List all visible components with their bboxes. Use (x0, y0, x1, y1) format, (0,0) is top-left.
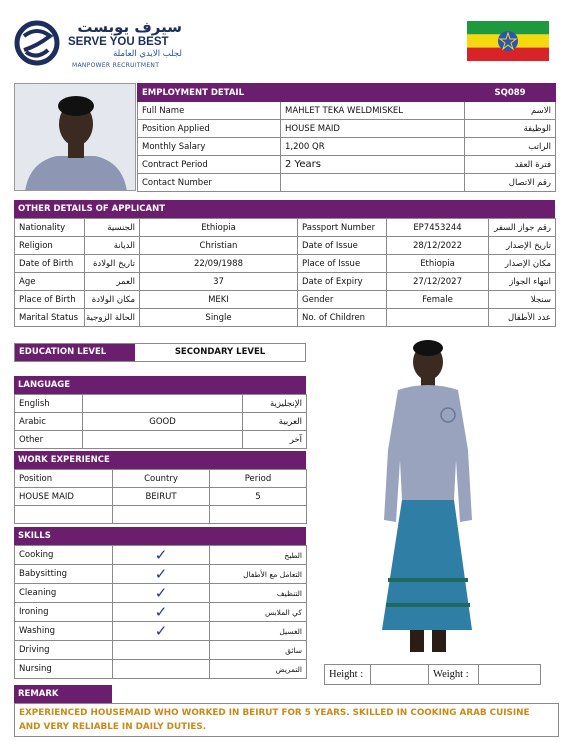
checkmark-icon: ✓ (154, 622, 168, 640)
detail-label-ar: انتهاء الجواز (489, 273, 556, 291)
skills-table (14, 545, 307, 679)
detail-label-ar: تاريخ الولادة (85, 255, 140, 273)
work-column-header: Position (15, 470, 113, 488)
employment-label-ar: الاسم (465, 102, 556, 120)
language-level (83, 431, 243, 449)
skill-check (113, 546, 210, 565)
employment-label: Position Applied (138, 120, 281, 138)
detail-value: Female (387, 291, 489, 309)
company-logo (14, 18, 184, 72)
skill-check (113, 565, 210, 584)
skill-label-ar: كي الملابس (210, 603, 307, 622)
detail-label-ar: رقم جواز السفر (489, 219, 556, 237)
weight-label: Weight : (429, 665, 479, 685)
work-cell: HOUSE MAID (15, 488, 113, 506)
checkmark-icon: ✓ (154, 584, 168, 602)
weight-value (479, 665, 541, 685)
skill-label: Driving (15, 641, 113, 660)
logo-arabic-sub: لجلب الايدي العاملة (113, 49, 182, 59)
language-row (15, 431, 307, 449)
height-weight-table (324, 664, 541, 685)
work-cell (113, 506, 210, 524)
work-cell: BEIRUT (113, 488, 210, 506)
detail-value: Single (140, 309, 298, 327)
work-experience-header: WORK EXPERIENCE (14, 451, 306, 469)
employment-row (138, 120, 556, 138)
skill-check (113, 660, 210, 679)
detail-value: Ethiopia (140, 219, 298, 237)
applicant-portrait-photo (14, 83, 136, 191)
skill-label: Cleaning (15, 584, 113, 603)
skill-row (15, 565, 307, 584)
skill-check (113, 584, 210, 603)
work-cell (210, 506, 307, 524)
skill-label-ar: الطبخ (210, 546, 307, 565)
skill-label: Nursing (15, 660, 113, 679)
skill-label-ar: التمريض (210, 660, 307, 679)
education-level-value: SECONDARY LEVEL (174, 347, 266, 357)
employment-row (138, 174, 556, 192)
remark-text: EXPERIENCED HOUSEMAID WHO WORKED IN BEIRUT FOR 5 YEARS. SKILLED IN COOKING ARAB CUISINE AND VERY RELIABLE IN DAILY DUTIES. (19, 708, 530, 732)
detail-value (387, 309, 489, 327)
work-cell: 5 (210, 488, 307, 506)
employment-value: MAHLET TEKA WELDMISKEL (281, 102, 465, 120)
detail-label-ar: مكان الولادة (85, 291, 140, 309)
detail-value: MEKI (140, 291, 298, 309)
detail-label: Passport Number (298, 219, 387, 237)
employment-label-ar: الراتب (465, 138, 556, 156)
other-details-row (15, 237, 556, 255)
detail-label-ar: عدد الأطفال (489, 309, 556, 327)
detail-value: 22/09/1988 (140, 255, 298, 273)
logo-subtitle: MANPOWER RECRUITMENT (72, 62, 160, 69)
detail-value: EP7453244 (387, 219, 489, 237)
detail-label: Date of Birth (15, 255, 85, 273)
detail-label: Place of Issue (298, 255, 387, 273)
skill-label: Cooking (15, 546, 113, 565)
employment-label-ar: الوظيفة (465, 120, 556, 138)
height-label: Height : (325, 665, 371, 685)
detail-label: Date of Issue (298, 237, 387, 255)
other-details-row (15, 255, 556, 273)
other-details-row (15, 291, 556, 309)
language-row (15, 413, 307, 431)
detail-label: Age (15, 273, 85, 291)
employment-label-ar: فترة العقد (465, 156, 556, 174)
language-level (83, 395, 243, 413)
height-value (371, 665, 429, 685)
employment-value: 1,200 QR (281, 138, 465, 156)
work-cell (15, 506, 113, 524)
detail-value: 27/12/2027 (387, 273, 489, 291)
language-label-ar: العربية (243, 413, 307, 431)
detail-label-ar: الحالة الزوجية (85, 309, 140, 327)
other-details-row (15, 309, 556, 327)
skill-label-ar: سائق (210, 641, 307, 660)
employment-label: Contact Number (138, 174, 281, 192)
detail-label-ar: مكان الإصدار (489, 255, 556, 273)
skill-label-ar: التنظيف (210, 584, 307, 603)
logo-english: SERVE YOU BEST (68, 36, 169, 48)
work-experience-table (14, 469, 307, 524)
detail-label-ar: الجنسية (85, 219, 140, 237)
detail-value: 28/12/2022 (387, 237, 489, 255)
employment-row (138, 102, 556, 120)
other-details-row (15, 219, 556, 237)
education-level-label: EDUCATION LEVEL (15, 344, 135, 361)
checkmark-icon: ✓ (154, 546, 168, 564)
skill-label: Washing (15, 622, 113, 641)
remark-header: REMARK (14, 685, 112, 703)
work-column-header: Country (113, 470, 210, 488)
language-label: English (15, 395, 83, 413)
checkmark-icon: ✓ (154, 603, 168, 621)
skill-row (15, 641, 307, 660)
skill-check (113, 641, 210, 660)
reference-code: SQ089 (465, 84, 556, 102)
skill-label-ar: الغسيل (210, 622, 307, 641)
employment-value: HOUSE MAID (281, 120, 465, 138)
detail-label: Marital Status (15, 309, 85, 327)
detail-value: 37 (140, 273, 298, 291)
employment-label: Monthly Salary (138, 138, 281, 156)
skills-header: SKILLS (14, 527, 306, 545)
detail-label-ar: سنجلا (489, 291, 556, 309)
ethiopia-flag-icon (467, 21, 549, 61)
employment-detail-title: EMPLOYMENT DETAIL (138, 84, 465, 102)
skill-check (113, 603, 210, 622)
employment-label: Full Name (138, 102, 281, 120)
employment-label-ar: رقم الاتصال (465, 174, 556, 192)
work-experience-header-row (15, 470, 307, 488)
employment-value: 2 Years (281, 156, 465, 174)
skill-row (15, 584, 307, 603)
language-header: LANGUAGE (14, 376, 306, 394)
skill-label-ar: التعامل مع الأطفال (210, 565, 307, 584)
language-label-ar: الإنجليزية (243, 395, 307, 413)
other-details-row (15, 273, 556, 291)
checkmark-icon: ✓ (154, 565, 168, 583)
employment-detail-table (137, 83, 556, 192)
skill-label: Ironing (15, 603, 113, 622)
language-table (14, 394, 307, 449)
detail-label: Religion (15, 237, 85, 255)
detail-value: Ethiopia (387, 255, 489, 273)
skill-row (15, 622, 307, 641)
skill-row (15, 546, 307, 565)
remark-box (14, 703, 559, 737)
employment-row (138, 138, 556, 156)
other-details-table (14, 218, 556, 327)
detail-label: No. of Children (298, 309, 387, 327)
logo-arabic: سيرف يوبست (77, 18, 182, 36)
skill-label: Babysitting (15, 565, 113, 584)
detail-label-ar: العمر (85, 273, 140, 291)
education-level-row (14, 343, 306, 362)
detail-label-ar: تاريخ الإصدار (489, 237, 556, 255)
language-label: Other (15, 431, 83, 449)
detail-label: Date of Expiry (298, 273, 387, 291)
detail-label: Nationality (15, 219, 85, 237)
skill-row (15, 660, 307, 679)
other-details-header: OTHER DETAILS OF APPLICANT (14, 200, 555, 218)
employment-value (281, 174, 465, 192)
detail-label-ar: الديانة (85, 237, 140, 255)
employment-row (138, 156, 556, 174)
applicant-full-body-photo (368, 340, 486, 660)
language-label-ar: آخر (243, 431, 307, 449)
logo-mark-icon (14, 20, 60, 66)
skill-check (113, 622, 210, 641)
language-row (15, 395, 307, 413)
language-level: GOOD (83, 413, 243, 431)
detail-value: Christian (140, 237, 298, 255)
detail-label: Gender (298, 291, 387, 309)
work-experience-row (15, 506, 307, 524)
detail-label: Place of Birth (15, 291, 85, 309)
work-experience-row (15, 488, 307, 506)
skill-row (15, 603, 307, 622)
employment-label: Contract Period (138, 156, 281, 174)
work-column-header: Period (210, 470, 307, 488)
language-label: Arabic (15, 413, 83, 431)
